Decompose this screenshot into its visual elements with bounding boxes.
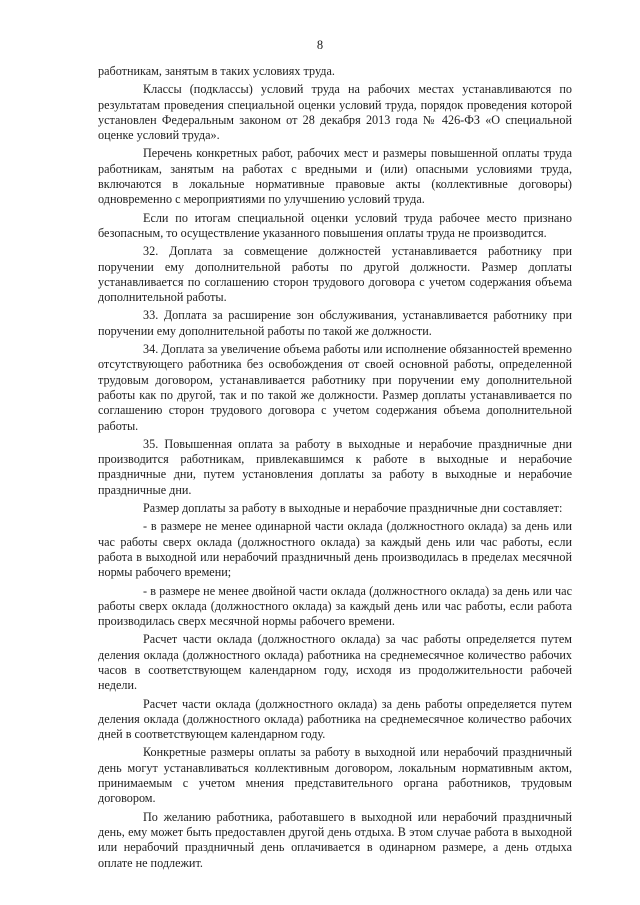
- paragraph: Расчет части оклада (должностного оклада) за день работы определяется путем деления оклада (должностного оклада) работника на среднемесячное количество рабочих дней в соответствующем календарном году.: [98, 696, 572, 742]
- paragraph: Перечень конкретных работ, рабочих мест и размеры повышенной оплаты труда работникам, занятым на работах с вредными и (или) опасными условиями труда, включаются в локальные нормативные правовые акты (коллективные договоры) одновременно с мероприятиями по улучшению условий труда.: [98, 146, 572, 207]
- page-number: 8: [316, 38, 324, 52]
- list-item: - в размере не менее одинарной части оклада (должностного оклада) за день или час работы сверх оклада (должностного оклада) за каждый день или час работы, если работа в выходной или нерабочий праздничный день производилась в пределах месячной нормы рабочего времени;: [98, 519, 572, 580]
- paragraph: работникам, занятым в таких условиях труда.: [98, 64, 335, 78]
- paragraph-clause-32: 32. Доплата за совмещение должностей устанавливается работнику при поручении ему дополнительной работы по другой должности. Размер доплаты устанавливается по соглашению сторон трудового договора с учетом содержания объема дополнительной работы.: [98, 244, 572, 305]
- list-item: - в размере не менее двойной части оклада (должностного оклада) за день или час работы сверх оклада (должностного оклада) за каждый день или час работы, если работа производилась сверх месячной нормы рабочего времени.: [98, 583, 572, 629]
- paragraph: Расчет части оклада (должностного оклада) за час работы определяется путем деления оклада (должностного оклада) работника на среднемесячное количество рабочих часов в соответствующем календарном году, исходя из продолжительности рабочей недели.: [98, 632, 572, 693]
- paragraph: Конкретные размеры оплаты за работу в выходной или нерабочий праздничный день могут устанавливаться коллективным договором, локальным нормативным актом, принимаемым с учетом мнения представительного органа работников, трудовым договором.: [98, 745, 572, 806]
- paragraph-clause-35: 35. Повышенная оплата за работу в выходные и нерабочие праздничные дни производится работникам, привлекавшимся к работе в выходные и нерабочие праздничные дни, путем установления доплаты за работу в выходные и нерабочие праздничные дни.: [98, 436, 572, 497]
- paragraph: По желанию работника, работавшего в выходной или нерабочий праздничный день, ему может быть предоставлен другой день отдыха. В этом случае работа в выходной или нерабочий праздничный день оплачивается в одинарном размере, а день отдыха оплате не подлежит.: [98, 809, 572, 870]
- paragraph-clause-34: 34. Доплата за увеличение объема работы или исполнение обязанностей временно отсутствующего работника без освобождения от своей основной работы, определенной трудовым договором, устанавливается работнику при поручении ему дополнительной работы как по другой, так и по такой же должности. Размер доплаты устанавливается по соглашению сторон трудового договора с учетом содержания объема дополнительной работы.: [98, 342, 572, 433]
- document-body: [98, 64, 572, 874]
- paragraph: Если по итогам специальной оценки условий труда рабочее место признано безопасным, то осуществление указанного повышения оплаты труда не производится.: [98, 210, 572, 240]
- paragraph-clause-33: 33. Доплата за расширение зон обслуживания, устанавливается работнику при поручении ему дополнительной работы по такой же должности.: [98, 308, 572, 338]
- paragraph: Размер доплаты за работу в выходные и нерабочие праздничные дни составляет:: [143, 501, 563, 516]
- paragraph: Классы (подклассы) условий труда на рабочих местах устанавливаются по результатам проведения специальной оценки условий труда, порядок проведения которой установлен Федеральным законом от 28 декабря 2013 года № 426-ФЗ «О специальной оценке условий труда».: [98, 82, 572, 143]
